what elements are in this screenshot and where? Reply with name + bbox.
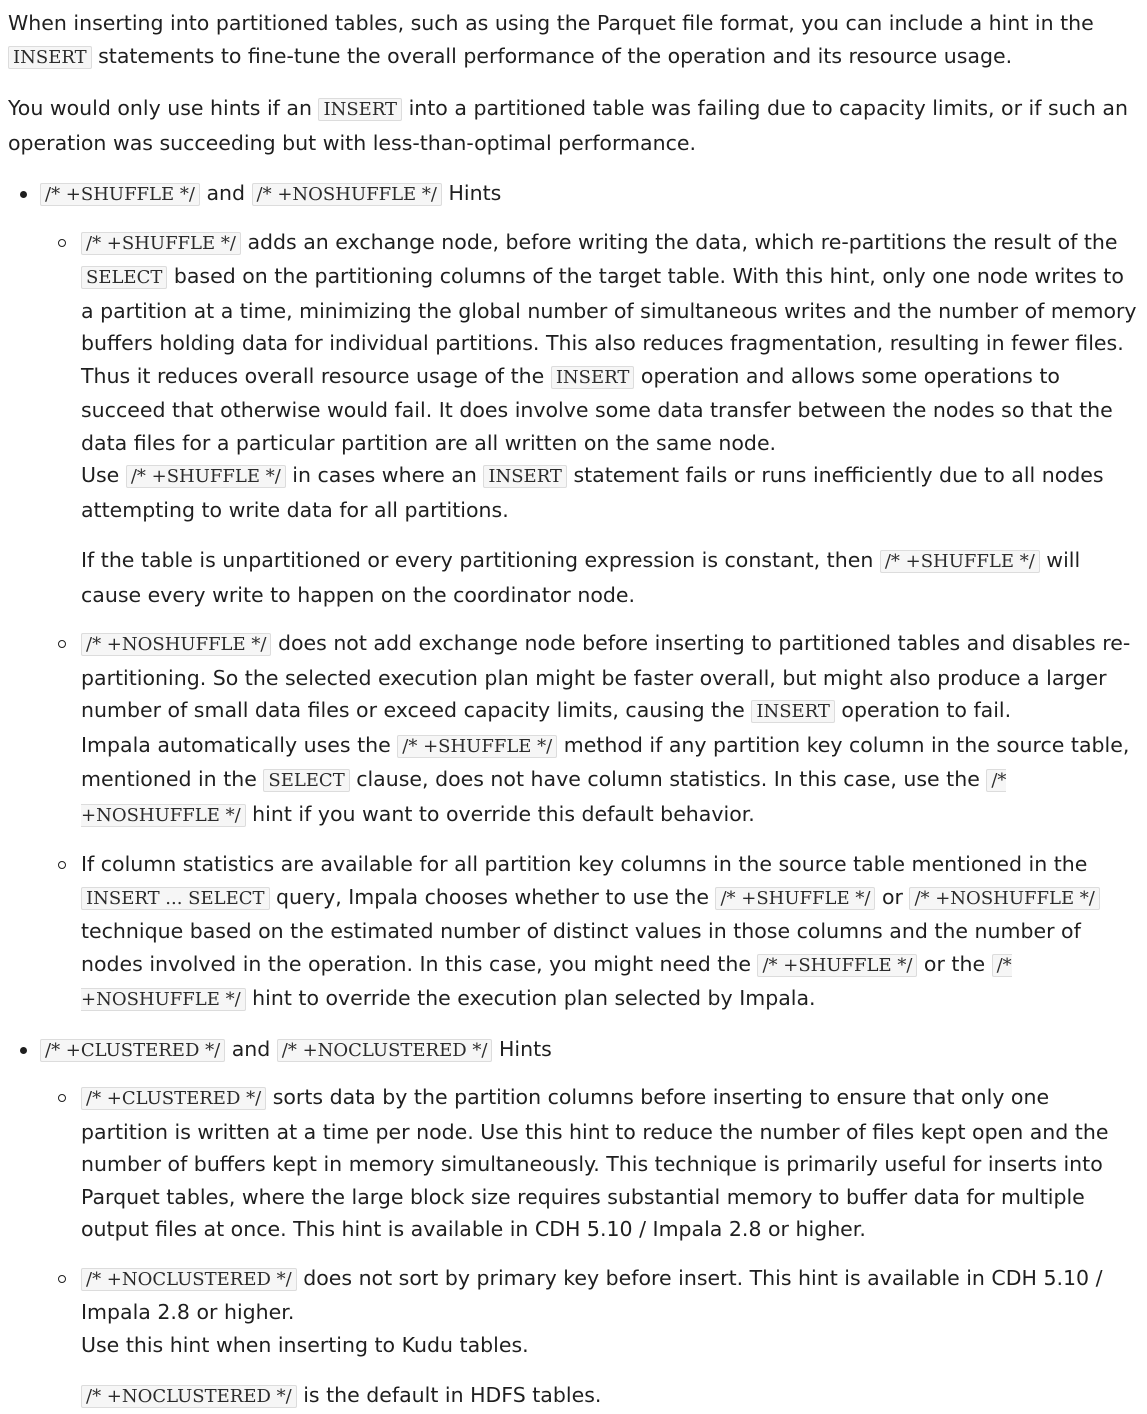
clustered-hints-sublist — [40, 1081, 1139, 1414]
shuffle-hints-section — [40, 177, 1139, 1017]
inline-code: /* +CLUSTERED */ — [81, 1087, 266, 1110]
inline-code: INSERT — [483, 465, 567, 488]
inline-code: /* +SHUFFLE */ — [715, 887, 875, 910]
inline-code: /* +CLUSTERED */ — [40, 1039, 225, 1062]
inline-code: /* +SHUFFLE */ — [757, 954, 917, 977]
inline-code: /* +NOSHUFFLE */ — [909, 887, 1099, 910]
inline-code: INSERT — [8, 46, 92, 69]
column-statistics-item: If column statistics are available for all partition key columns in the source table mentioned in the INSERT ... SELECT query, Impala chooses whether to use the /* +SHUFFLE */ or /* +NOSHUFFLE */ technique based on the estimated number of distinct values in those columns and the number of nodes involved in the operation. In this case, you might need the /* +SHUFFLE */ or the /* +NOSHUFFLE */ hint to override the execution plan selected by Impala. — [81, 848, 1139, 1017]
shuffle-hints-heading: /* +SHUFFLE */ and /* +NOSHUFFLE */ Hints — [40, 177, 1139, 212]
shuffle-hints-sublist — [40, 226, 1139, 1017]
clustered-hint-item: /* +CLUSTERED */ sorts data by the partition columns before inserting to ensure that only one partition is written at a time per node. Use this hint to reduce the number of files kept open and the number of buffers kept in memory simultaneously. This technique is primarily useful for inserts into Parquet tables, where the large block size requires substantial memory to buffer data for multiple output files at once. This hint is available in CDH 5.10 / Impala 2.8 or higher. — [81, 1081, 1139, 1246]
inline-code: SELECT — [263, 769, 349, 792]
inline-code: /* +SHUFFLE */ — [880, 550, 1040, 573]
inline-code: /* +SHUFFLE */ — [397, 735, 557, 758]
inline-code: /* +NOCLUSTERED */ — [277, 1039, 493, 1062]
inline-code: INSERT ... SELECT — [81, 887, 270, 910]
inline-code: SELECT — [81, 266, 167, 289]
inline-code: /* +NOCLUSTERED */ — [81, 1268, 297, 1291]
inline-code: /* +NOCLUSTERED */ — [81, 1385, 297, 1408]
intro-paragraph-2: You would only use hints if an INSERT into a partitioned table was failing due to capacity limits, or if such an operation was succeeding but with less-than-optimal performance. — [8, 96, 1128, 155]
shuffle-hint-note: If the table is unpartitioned or every partitioning expression is constant, then /* +SHUFFLE */ will cause every write to happen on the coordinator node. — [81, 548, 1081, 607]
inline-code: /* +SHUFFLE */ — [40, 183, 200, 206]
shuffle-hint-item: /* +SHUFFLE */ adds an exchange node, before writing the data, which re-partitions the result of the SELECT based on the partitioning columns of the target table. With this hint, only one node writes to a partition at a time, minimizing the global number of simultaneous writes and the number of memory buffers holding data for individual partitions. This also reduces fragmentation, resulting in fewer files. Thus it reduces overall resource usage of the INSERT operation and allows some operations to succeed that otherwise would fail. It does involve some data transfer between the nodes so that the data files for a particular partition are all written on the same node. Use /* +SHUFFLE */ in cases where an INSERT statement fails or runs inefficiently due to all nodes attempting to write data for all partitions. If the table is unpartitioned or every partitioning expression is constant, then /* +SHUFFLE */ will cause every write to happen on the coordinator node. — [81, 226, 1139, 612]
inline-code: INSERT — [551, 366, 635, 389]
inline-code: INSERT — [751, 700, 835, 723]
inline-code: /* +NOSHUFFLE */ — [252, 183, 442, 206]
hints-list — [8, 177, 1139, 1414]
inline-code: INSERT — [318, 98, 402, 121]
inline-code: /* +NOSHUFFLE */ — [81, 954, 1012, 1010]
inline-code: /* +SHUFFLE */ — [81, 232, 241, 255]
inline-code: /* +NOSHUFFLE */ — [81, 633, 271, 656]
noshuffle-hint-item: /* +NOSHUFFLE */ does not add exchange node before inserting to partitioned tables and disables re-partitioning. So the selected execution plan might be faster overall, but might also produce a larger number of small data files or exceed capacity limits, causing the INSERT operation to fail. Impala automatically uses the /* +SHUFFLE */ method if any partition key column in the source table, mentioned in the SELECT clause, does not have column statistics. In this case, use the /* +NOSHUFFLE */ hint if you want to override this default behavior. — [81, 627, 1139, 832]
inline-code: /* +NOSHUFFLE */ — [81, 770, 1007, 826]
clustered-hints-section — [40, 1033, 1139, 1414]
intro-paragraph-1: When inserting into partitioned tables, such as using the Parquet file format, you can include a hint in the INSERT statements to fine-tune the overall performance of the operation and its resource usage. — [8, 11, 1094, 68]
inline-code: /* +SHUFFLE */ — [126, 465, 286, 488]
noclustered-hint-item: /* +NOCLUSTERED */ does not sort by primary key before insert. This hint is available in CDH 5.10 / Impala 2.8 or higher. Use this hint when inserting to Kudu tables. /* +NOCLUSTERED */ is the default in HDFS tables. — [81, 1262, 1139, 1414]
noclustered-hint-note: /* +NOCLUSTERED */ is the default in HDFS tables. — [81, 1379, 1139, 1414]
clustered-hints-heading: /* +CLUSTERED */ and /* +NOCLUSTERED */ Hints — [40, 1033, 1139, 1068]
